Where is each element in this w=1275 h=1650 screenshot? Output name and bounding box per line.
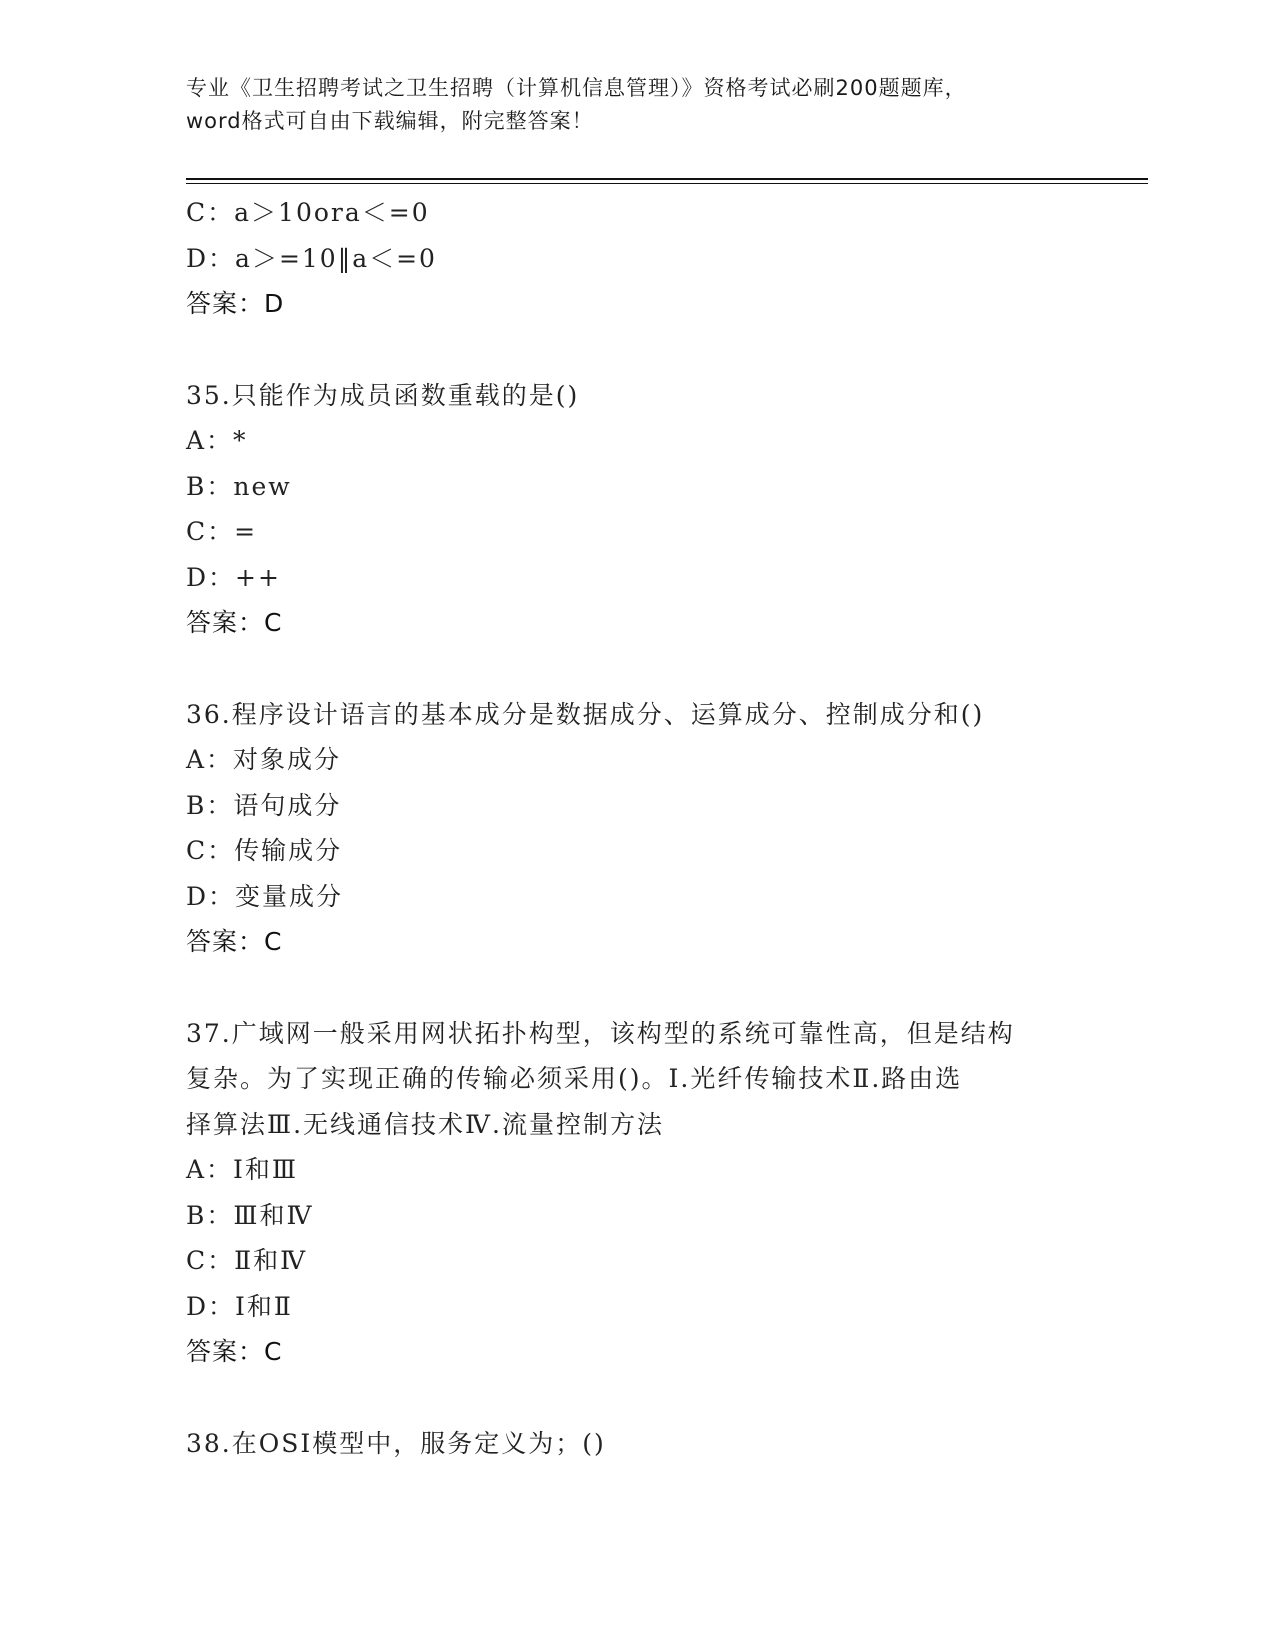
answer-label: 答案：C [186,608,283,637]
header-divider-thin [186,183,1148,184]
option-c: C：Ⅱ和Ⅳ [186,1246,308,1275]
header-line-2: word格式可自由下载编辑，附完整答案！ [186,109,594,133]
option-b: B：语句成分 [186,790,342,820]
option-a: A：Ⅰ和Ⅲ [186,1155,299,1184]
answer-label: 答案：C [186,1337,283,1366]
question-34-tail [186,190,1086,327]
question-stem-line: 择算法Ⅲ.无线通信技术Ⅳ.流量控制方法 [186,1109,664,1139]
question-stem [186,692,1086,738]
option-b: B：new [186,471,292,501]
question-38 [186,1421,1086,1467]
option-a: A：* [186,426,248,455]
option-d: D：变量成分 [186,881,344,911]
question-stem-line: 35.只能作为成员函数重载的是() [186,380,580,410]
question-stem [186,1421,1086,1467]
answer-label: 答案：C [186,927,283,956]
option-d: D：a＞=10‖a＜=0 [186,243,437,273]
question-36 [186,692,1086,965]
option-d: D：Ⅰ和Ⅱ [186,1291,293,1321]
question-stem-line: 37.广域网一般采用网状拓扑构型，该构型的系统可靠性高，但是结构 [186,1018,1015,1048]
option-d: D：++ [186,562,281,592]
question-37 [186,1011,1086,1375]
question-stem [186,373,1086,419]
question-list [186,190,1086,1466]
option-c: C：= [186,517,258,546]
option-a: A：对象成分 [186,745,342,774]
question-stem-line: 复杂。为了实现正确的传输必须采用()。Ⅰ.光纤传输技术Ⅱ.路由选 [186,1064,963,1093]
header-divider-thick [186,178,1148,180]
option-c: C：传输成分 [186,836,343,865]
answer-label: 答案：D [186,289,285,318]
question-stem-line: 36.程序设计语言的基本成分是数据成分、运算成分、控制成分和() [186,699,985,729]
document-header [186,72,1086,138]
question-35 [186,373,1086,646]
option-c: C：a＞10ora＜=0 [186,198,430,227]
header-line-1: 专业《卫生招聘考试之卫生招聘（计算机信息管理）》资格考试必刷200题题库， [186,76,967,100]
question-stem [186,1011,1086,1148]
option-b: B：Ⅲ和Ⅳ [186,1200,314,1230]
question-stem-line: 38.在OSI模型中，服务定义为；() [186,1428,606,1458]
